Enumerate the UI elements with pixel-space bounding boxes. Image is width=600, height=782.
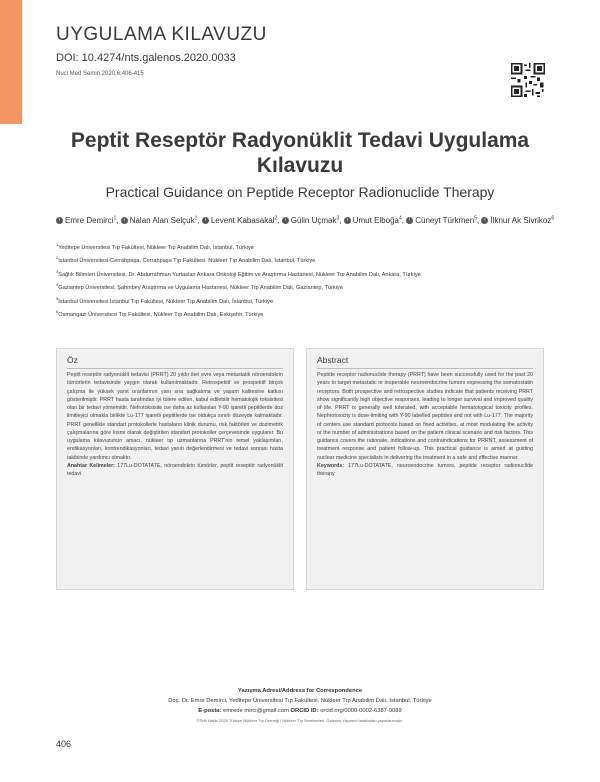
affiliation	[56, 307, 546, 320]
doi[interactable]: DOI: 10.4274/nts.galenos.2020.0033	[56, 52, 236, 64]
affiliation-number: 3	[56, 268, 59, 274]
abstract-turkish-heading: Öz	[67, 355, 78, 365]
author-separator: ,	[277, 215, 282, 225]
orcid-icon[interactable]: i	[406, 217, 413, 224]
affiliation-text: Sağlık Bilimleri Üniversitesi, Dr. Abdurrahman Yurtaslan Ankara Onkoloji Eğitim ve Araştırma Hastanesi, Nükleer Tıp Anabilim Dalı, Ankara, Türkiye	[58, 271, 421, 278]
correspondence-contact	[0, 708, 600, 714]
author-name: Levent Kabasakal	[210, 215, 275, 225]
affiliation-number: 1	[56, 242, 59, 247]
title-english: Practical Guidance on Peptide Receptor Radionuclide Therapy	[105, 184, 495, 200]
orcid-icon[interactable]: i	[56, 217, 63, 224]
affiliation-number: 4	[56, 282, 59, 288]
author-affiliation-number: 4	[398, 215, 402, 221]
abstract-turkish-text	[67, 371, 283, 478]
affiliation-number: 5	[56, 295, 59, 301]
author-name: Cüneyt Türkmen	[415, 215, 475, 225]
author-separator: ,	[116, 215, 121, 225]
accent-bar	[0, 0, 22, 124]
copyright-notice: ©Telif Hakkı 2020 Türkiye Nükleer Tıp Derneği / Nükleer Tıp Seminerleri, Galenos Yayınevi tarafından yayınlanmıştır.	[196, 718, 404, 723]
abstract-english-heading: Abstract	[317, 355, 349, 365]
abstract-english-body: Peptide receptor radionuclide therapy (PRRT) have been successfully used for the past 20 years to target metastatic or inoperable neuroendocrine tumors expressing the somatostatin receptors. Both prospective and retrospective studies indicate that patients receiving PRRT show significantly high objective responses, leading to longer survival and improved quality of life. PRRT is generally well tolerated, with acceptable hematological toxicity profiles. Nephrotoxicity is dose-limiting with Y-90 labelled peptides and not with Lu-177. The majority of centers use standard protocols based on fixed activities, at most modulating the activity or the number of administrations based on the patient clinical scenario and risk factors. This guidance covers the rationale, indications and contraindications for PRRNT, assessment of treatment response and patient follow-up. This practical guidance is aimed at guiding nuclear medicine specialists in delivering the treatment in a safe and effective manner.	[317, 372, 533, 461]
orcid-icon[interactable]: i	[481, 217, 488, 224]
author-affiliation-number: 1	[194, 215, 198, 221]
correspondence-heading: Yazışma Adresi/Address for Correspondence	[237, 688, 363, 694]
author-name: Emre Demirci	[65, 215, 114, 225]
author-affiliation-number: 6	[551, 215, 555, 221]
affiliation-text: İstanbul Üniversitesi-Cerrahpaşa, Cerrahpaşa Tıp Fakültesi, Nükleer Tıp Anabilim Dalı, İstanbul, Türkiye	[58, 258, 316, 265]
abstract-turkish-body: Peptit reseptör radyonüklit tedavisi (PRRT) 20 yıldır ileri evre veya metastatik nöroendokrin tümörlerin tedavisinde yaygın olarak kullanılmaktadır. Retrospektif ve prospektif birçok çalışma ile yüksek yanıt oranlarının yanı sıra sağkalıma ve yaşam kalitesine katkısı gösterilmiştir. PRRT hasta tarafından iyi tolere edilen, kabul edilebilir hematolojik toksisitesi olan bir tedavi yöntemidir. Nefrotoksisite ise daha az kullanılan Y-90 işaretli peptitlerde doz limitleyici olmakla birlikte Lu-177 işaretli peptitlerde ise oldukça sınırlı düzeyde kalmaktadır. PRRT genellikle standart protokollerle hastaların klinik durumu, risk faktörleri ve dozimetrik çalışmalarına göre kısmi olarak değiştirilen standart protokoller çerçevesinde uygulanır. Bu uygulama kılavuzunun amacı, nükleer tıp uzmanlarına PRRT'nin temel yaklaşımları, endikasyonları, kontrendikasyonları, tedavi yanıtı değerlendirmesi ve tedavi sonrası hasta takibinde yardımcı olmaktır.	[67, 372, 283, 461]
author-separator: ,	[197, 215, 202, 225]
citation: Nucl Med Semin 2020;6:406-415	[56, 71, 144, 77]
author-list	[56, 212, 556, 227]
section-label: UYGULAMA KILAVUZU	[56, 24, 267, 45]
author	[202, 216, 282, 225]
affiliation-text: İstanbul Üniversitesi İstanbul Tıp Fakültesi, Nükleer Tıp Anabilim Dalı, İstanbul, Türkiye	[58, 298, 274, 305]
author-separator: ,	[339, 215, 344, 225]
author	[121, 216, 202, 225]
author	[406, 216, 481, 225]
affiliation-text: Osmangazi Üniversitesi Tıp Fakültesi, Nükleer Tıp Anabilim Dalı, Eskişehir, Türkiye	[58, 312, 264, 319]
keywords-english: 177Lu-DOTATATE, neuroendocrine tumors, peptide receptor radionuclide therapy	[317, 462, 533, 477]
email-label: E-posta:	[198, 708, 222, 714]
abstract-english-box	[306, 348, 544, 590]
orcid-label: ORCID ID:	[290, 708, 319, 714]
author-name: Umut Elboğa	[352, 215, 399, 225]
author	[344, 216, 406, 225]
affiliation	[56, 280, 546, 293]
abstract-english-text	[317, 371, 533, 478]
correspondence-address: Doç. Dr. Emre Demirci, Yeditepe Üniversitesi Tıp Fakültesi, Nükleer Tıp Anabilim Dalı, İstanbul, Türkiye	[168, 698, 432, 704]
affiliation-text: Gaziantep Üniversitesi, Şahinbey Araştırma ve Uygulama Hastanesi, Nükleer Tıp Anabilim Dalı, Gaziantep, Türkiye	[58, 285, 343, 292]
author	[56, 216, 121, 225]
author-name: İlknur Ak Sivrikoz	[490, 215, 552, 225]
email-link[interactable]: emrede mirci@gmail.com	[223, 708, 289, 714]
author-name: Nalan Alan Selçuk	[129, 215, 195, 225]
orcid-link[interactable]: orcid.org/0000-0002-6387-9089	[320, 708, 402, 714]
author	[282, 216, 344, 225]
abstract-turkish-box	[56, 348, 294, 590]
affiliation	[56, 294, 546, 307]
page-number: 406	[56, 739, 72, 749]
affiliation-text: Yeditepe Üniversitesi Tıp Fakültesi, Nükleer Tıp Anabilim Dalı, İstanbul, Türkiye	[58, 244, 254, 251]
affiliation-list	[56, 240, 546, 321]
author-separator: ,	[477, 215, 482, 225]
author-affiliation-number: 1	[113, 215, 117, 221]
affiliation	[56, 267, 546, 280]
divider	[67, 368, 283, 369]
author-separator: ,	[401, 215, 407, 225]
orcid-icon[interactable]: i	[344, 217, 351, 224]
keywords-turkish-label: Anahtar Kelimeler:	[67, 462, 115, 469]
author-affiliation-number: 2	[274, 215, 278, 221]
affiliation	[56, 253, 546, 266]
orcid-icon[interactable]: i	[121, 217, 128, 224]
qr-code-icon	[511, 63, 545, 97]
affiliation-number: 6	[56, 309, 59, 315]
author-name: Gülin Uçmak	[290, 215, 337, 225]
keywords-english-label: Keywords:	[317, 462, 345, 469]
author-affiliation-number: 3	[336, 215, 340, 221]
keywords-turkish: 177Lu-DOTATATE, nöroendokrin tümörler, peptit reseptör radyonüklit tedavi	[67, 462, 283, 477]
affiliation	[56, 240, 546, 253]
orcid-icon[interactable]: i	[282, 217, 289, 224]
author-affiliation-number: 5	[474, 215, 477, 221]
divider	[317, 368, 533, 369]
author	[481, 216, 554, 225]
orcid-icon[interactable]: i	[202, 217, 209, 224]
title-turkish: Peptit Reseptör Radyonüklit Tedavi Uygulama Kılavuzu	[70, 129, 530, 177]
affiliation-number: 2	[56, 255, 59, 261]
